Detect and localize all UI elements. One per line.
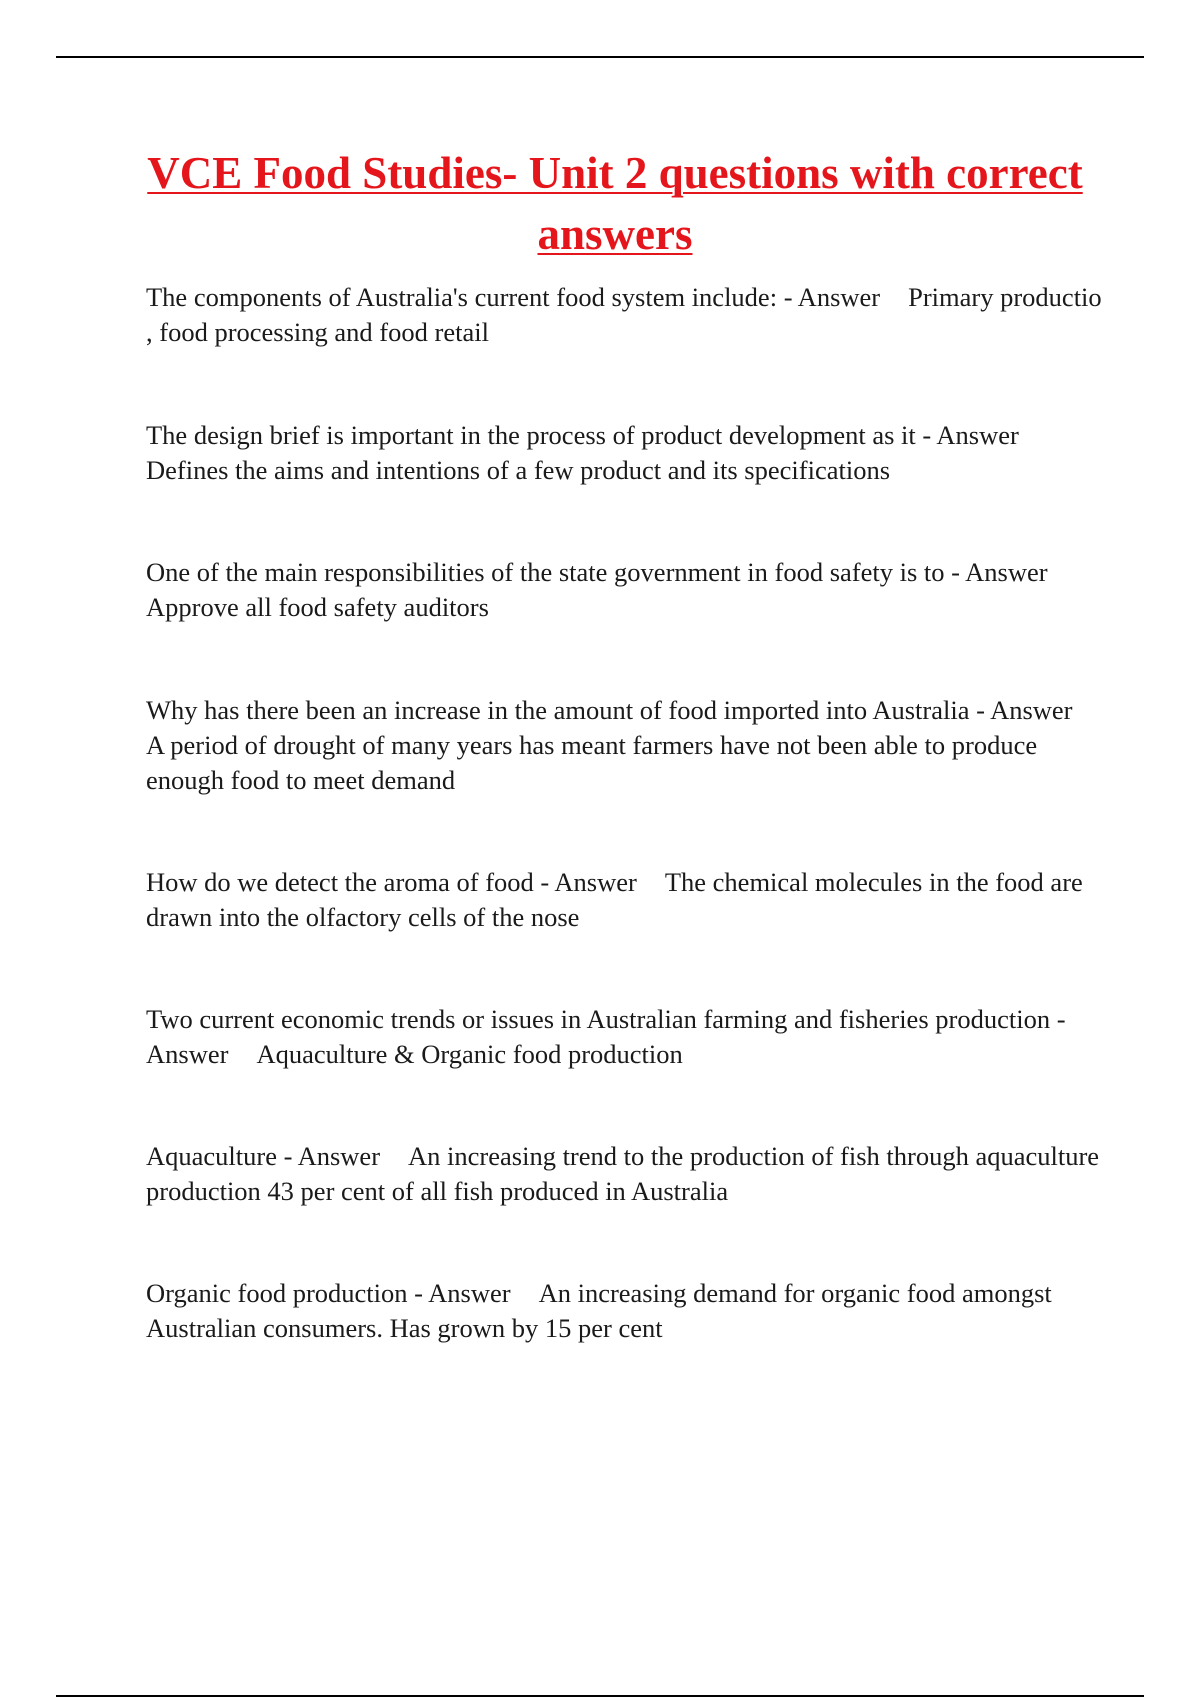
answer-marker: - Answer — [276, 1141, 381, 1171]
answer-marker: - Answer — [777, 282, 881, 312]
answer-text: Approve all food safety auditors — [146, 592, 489, 622]
qa-item — [146, 1139, 1106, 1209]
answer-text: An increasing demand for organic food amongst Australian consumers. Has grown by 15 per cent — [146, 1278, 1057, 1343]
question-text: How do we detect the aroma of food — [146, 867, 534, 897]
question-text: Aquaculture — [146, 1141, 277, 1171]
qa-item — [146, 418, 1106, 488]
answer-marker: - Answer — [146, 1004, 1071, 1069]
answer-marker: - Answer — [969, 695, 1073, 725]
question-text: One of the main responsibilities of the state government in food safety is to — [146, 557, 945, 587]
answer-marker: - Answer — [533, 867, 637, 897]
question-text: Why has there been an increase in the amount of food imported into Australia — [146, 695, 970, 725]
qa-item — [146, 1276, 1106, 1346]
bottom-rule — [56, 1695, 1144, 1697]
qa-item — [146, 1002, 1106, 1072]
answer-text: A period of drought of many years has meant farmers have not been able to produce enough food to meet demand — [146, 730, 1044, 795]
qa-item — [146, 693, 1106, 798]
answer-marker: - Answer — [915, 420, 1019, 450]
question-text: Organic food production — [146, 1278, 408, 1308]
question-text: The components of Australia's current food system include: — [146, 282, 778, 312]
qa-item — [146, 865, 1106, 935]
answer-text: Aquaculture & Organic food production — [256, 1039, 683, 1069]
answer-text: Primary productio , food processing and food retail — [146, 282, 1109, 347]
answer-marker: - Answer — [407, 1278, 511, 1308]
top-rule — [56, 56, 1144, 58]
answer-text: Defines the aims and intentions of a few product and its specifications — [146, 455, 891, 485]
question-text: Two current economic trends or issues in Australian farming and fisheries production — [146, 1004, 1051, 1034]
answer-marker: - Answer — [944, 557, 1048, 587]
question-text: The design brief is important in the process of product development as it — [146, 420, 916, 450]
qa-item — [146, 280, 1109, 350]
answer-text: An increasing trend to the production of fish through aquaculture production 43 per cent of all fish produced in Australia — [146, 1141, 1106, 1206]
answer-text: The chemical molecules in the food are drawn into the olfactory cells of the nose — [146, 867, 1090, 932]
qa-item — [146, 555, 1106, 625]
document-title: VCE Food Studies- Unit 2 questions with correct answers — [147, 148, 1083, 259]
